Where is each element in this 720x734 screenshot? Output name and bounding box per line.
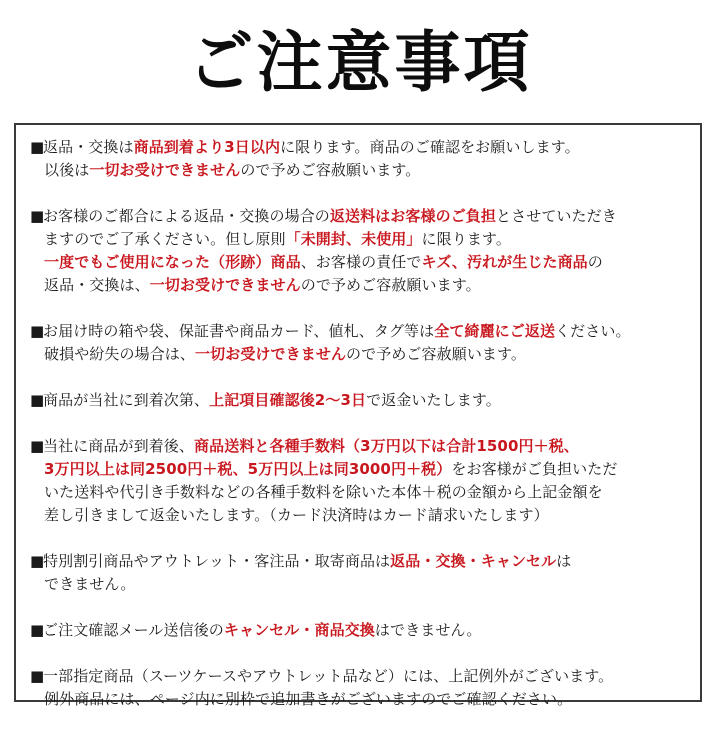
notice-line [30, 550, 705, 573]
notice-line [30, 458, 705, 481]
notice-line [30, 205, 705, 228]
notice-text: ので予めご容赦願います。 [346, 345, 527, 363]
notice-line [30, 389, 705, 412]
notice-line [30, 504, 705, 527]
notice-item [30, 389, 705, 412]
emphasis-text: 商品到着より3日以内 [133, 138, 281, 156]
notice-text: はできません。 [374, 621, 482, 639]
notice-text: 商品が当社に到着次第、 [43, 391, 210, 409]
notice-item [30, 136, 705, 182]
notice-text: いた送料や代引き手数料などの各種手数料を除いた本体＋税の金額から上記金額を [44, 483, 603, 501]
notice-text: で返金いたします。 [366, 391, 501, 409]
notice-line [30, 435, 705, 458]
notice-text: できません。 [44, 575, 136, 593]
notice-line [30, 251, 705, 274]
notice-text: ので予めご容赦願います。 [300, 276, 481, 294]
notice-item [30, 550, 705, 596]
emphasis-text: 上記項目確認後2〜3日 [209, 391, 367, 409]
notice-text: とさせていただき [496, 207, 617, 225]
emphasis-text: 返送料はお客様のご負担 [329, 207, 497, 225]
bullet-square-icon: ■ [30, 552, 45, 570]
emphasis-text: キャンセル・商品交換 [223, 621, 375, 639]
notice-text: お届け時の箱や袋、保証書や商品カード、値札、タグ等は [43, 322, 435, 340]
notice-text: をお客様がご負担いただ [451, 460, 618, 478]
notice-text: ください。 [555, 322, 631, 340]
notice-text: 以後は [44, 161, 90, 179]
notice-line [30, 619, 705, 642]
notice-line [30, 228, 705, 251]
notice-item [30, 320, 705, 366]
emphasis-text: 商品送料と各種手数料（3万円以下は合計1500円＋税、 [194, 437, 579, 455]
notice-item [30, 665, 705, 711]
emphasis-text: 「未開封、未使用」 [285, 230, 422, 248]
notice-text: 差し引きまして返金いたします。（カード決済時はカード請求いたします） [44, 506, 549, 524]
notice-line [30, 665, 705, 688]
notice-item [30, 205, 705, 297]
bullet-square-icon: ■ [30, 621, 45, 639]
emphasis-text: 3万円以上は同2500円＋税、5万円以上は同3000円＋税） [44, 460, 452, 478]
bullet-square-icon: ■ [30, 322, 45, 340]
emphasis-text: キズ、汚れが生じた商品 [421, 253, 588, 271]
notice-text: 特別割引商品やアウトレット・客注品・取寄商品は [43, 552, 391, 570]
notice-text: ますのでご了承ください。但し原則 [44, 230, 286, 248]
notice-text: は [556, 552, 572, 570]
emphasis-text: 全て綺麗にご返送 [434, 322, 556, 340]
emphasis-text: 一度でもご使用になった（形跡）商品 [44, 253, 301, 271]
notice-text: に限ります。 [421, 230, 511, 248]
notice-line [30, 274, 705, 297]
notice-text: お客様のご都合による返品・交換の場合の [43, 207, 330, 225]
notice-line [30, 159, 705, 182]
notice-text: に限ります。商品のご確認をお願いします。 [280, 138, 580, 156]
emphasis-text: 一切お受けできません [89, 161, 241, 179]
notice-text: 破損や紛失の場合は、 [44, 345, 196, 363]
notice-line [30, 136, 705, 159]
emphasis-text: 返品・交換・キャンセル [390, 552, 557, 570]
bullet-square-icon: ■ [30, 391, 45, 409]
notice-line [30, 573, 705, 596]
notice-text: ので予めご容赦願います。 [240, 161, 421, 179]
notice-text: ご注文確認メール送信後の [43, 621, 224, 639]
notice-line [30, 320, 705, 343]
notice-line [30, 481, 705, 504]
notice-text: 当社に商品が到着後、 [43, 437, 195, 455]
notice-text: 、お客様の責任で [300, 253, 422, 271]
page-title: ご注意事項 [187, 24, 533, 101]
notice-text: の [587, 253, 603, 271]
notice-text: 返品・交換は、 [44, 276, 150, 294]
emphasis-text: 一切お受けできません [195, 345, 347, 363]
notice-item [30, 435, 705, 527]
bullet-square-icon: ■ [30, 667, 45, 685]
emphasis-text: 一切お受けできません [149, 276, 301, 294]
bullet-square-icon: ■ [30, 437, 45, 455]
notice-text: 返品・交換は [43, 138, 134, 156]
notice-list [30, 136, 705, 734]
notice-text: 一部指定商品（スーツケースやアウトレット品など）には、上記例外がございます。 [43, 667, 614, 685]
bullet-square-icon: ■ [30, 207, 45, 225]
bullet-square-icon: ■ [30, 138, 45, 156]
notice-line [30, 343, 705, 366]
notice-line [30, 688, 705, 711]
notice-text: 例外商品には、ページ内に別枠で追加書きがございますのでご確認ください。 [44, 690, 573, 708]
notice-item [30, 619, 705, 642]
